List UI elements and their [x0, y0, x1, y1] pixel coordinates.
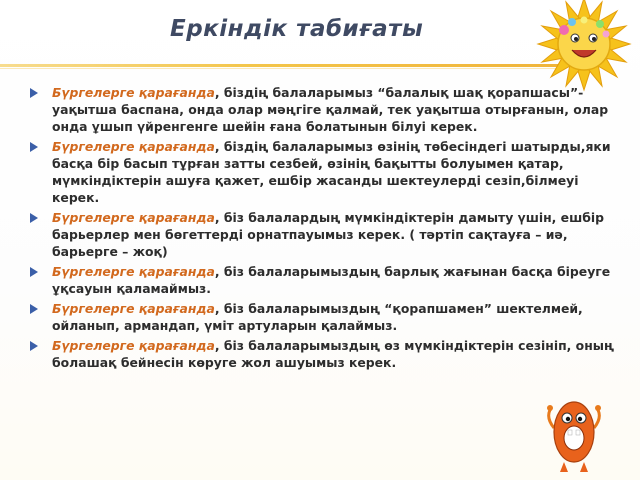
bullet-arrow-icon	[30, 213, 38, 223]
bullet-text: , біз балаларымыздың “қорапшамен” шектелмей, ойланып, армандап, үміт артуларын қалаймыз.	[52, 301, 583, 333]
title-underline	[0, 64, 560, 67]
bullet-lead: Бүргелерге қарағанда	[52, 85, 215, 100]
bullet-text: , біз балаларымыздың өз мүмкіндіктерін сезініп, оның болашақ бейнесін көруге жол ашуымыз керек.	[52, 338, 614, 370]
bullet-text: , біз балалардың мүмкіндіктерін дамыту үшін, ешбір барьерлер мен бөгеттерді орнатпауымыз керек. ( тәртіп сақтауға – иә, барьерге – жоқ)	[52, 210, 605, 259]
list-item	[52, 300, 622, 334]
list-item	[52, 337, 622, 371]
list-item	[52, 209, 622, 260]
bullet-text: , біз балаларымыздың барлық жағынан басқа біреуге ұқсауын қаламаймыз.	[52, 264, 611, 296]
bullet-arrow-icon	[30, 341, 38, 351]
bullet-arrow-icon	[30, 304, 38, 314]
bullet-lead: Бүргелерге қарағанда	[52, 210, 215, 225]
bullet-lead: Бүргелерге қарағанда	[52, 301, 215, 316]
title-underline-light	[0, 68, 560, 69]
cartoon-mascot-icon	[546, 388, 602, 480]
bullet-arrow-icon	[30, 267, 38, 277]
bullet-arrow-icon	[30, 88, 38, 98]
list-item	[52, 263, 622, 297]
bullet-text: , біздің балаларымыз өзінің төбесіндегі шатырды,яки басқа бір басып тұрған затты сезбей, өзінің бақытты болуымен қатар, мүмкіндіктерін ашуға қажет, ешбір жасанды шектеулерді сезіп,білмеуі керек.	[52, 139, 611, 205]
bullet-text: , біздің балаларымыз “балалық шақ қорапшасы”- уақытша баспана, онда олар мәңгіге қалмай, тек уақытша отырғанын, олар онда ұшып үйренгенге шейін ғана болатынын білуі керек.	[52, 85, 609, 134]
bullet-list	[52, 84, 622, 374]
list-item	[52, 84, 622, 135]
list-item	[52, 138, 622, 206]
slide-title: Еркіндік табиғаты	[170, 16, 424, 42]
bullet-lead: Бүргелерге қарағанда	[52, 139, 215, 154]
bullet-arrow-icon	[30, 142, 38, 152]
bullet-lead: Бүргелерге қарағанда	[52, 338, 215, 353]
bullet-lead: Бүргелерге қарағанда	[52, 264, 215, 279]
